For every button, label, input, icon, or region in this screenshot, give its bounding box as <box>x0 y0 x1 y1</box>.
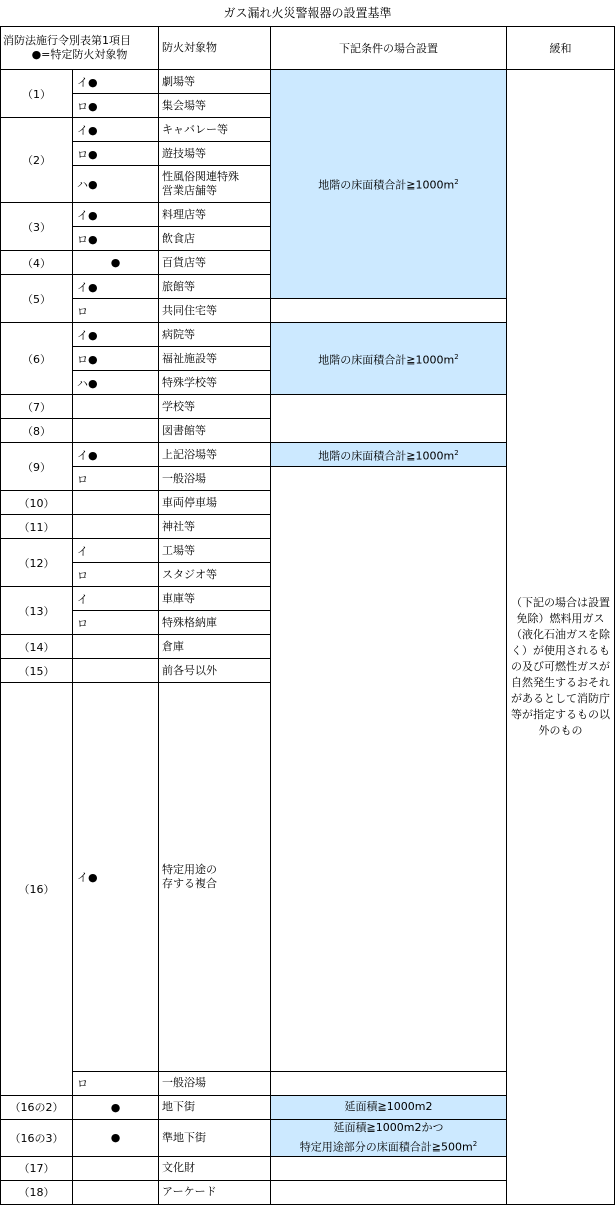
row-object: アーケード <box>159 1180 271 1204</box>
row-object: 特殊格納庫 <box>159 611 271 635</box>
condition-empty <box>271 395 507 443</box>
row-object: 性風俗関連特殊 営業店舗等 <box>159 166 271 203</box>
row-sub: ハ● <box>73 371 159 395</box>
row-sub <box>73 1180 159 1204</box>
row-sub: イ● <box>73 443 159 467</box>
condition-basement-6: 地階の床面積合計$≧1000m^2$ <box>271 323 507 395</box>
row-number: （12） <box>1 539 73 587</box>
row-sub: イ● <box>73 323 159 347</box>
relief-text: （下記の場合は設置免除）燃料用ガス（液化石油ガスを除く）が使用されるもの及び可燃性ガスが自然発生するおそれがあるとして消防庁等が指定するもの以外のもの <box>511 595 610 737</box>
row-number: （6） <box>1 323 73 395</box>
condition-basement-1: 地階の床面積合計$≧1000m^2$ <box>271 70 507 299</box>
row-sub: ロ● <box>73 94 159 118</box>
header-category-line1: 消防法施行令別表第1項目 <box>3 34 131 47</box>
row-number: （3） <box>1 203 73 251</box>
condition-empty <box>271 1156 507 1180</box>
row-object: 車庫等 <box>159 587 271 611</box>
row-object: 共同住宅等 <box>159 299 271 323</box>
header-category <box>1 27 159 70</box>
row-number: （7） <box>1 395 73 419</box>
row-number: （9） <box>1 443 73 491</box>
header-relief: 緩和 <box>507 27 615 70</box>
row-number: （18） <box>1 1180 73 1204</box>
row-sub <box>73 419 159 443</box>
row-object: 集会場等 <box>159 94 271 118</box>
row-number: （16） <box>1 683 73 1096</box>
header-row <box>1 27 615 70</box>
row-object: 病院等 <box>159 323 271 347</box>
row-object: 特殊学校等 <box>159 371 271 395</box>
row-object: 準地下街 <box>159 1119 271 1156</box>
row-object: 地下街 <box>159 1095 271 1119</box>
row-object: 百貨店等 <box>159 251 271 275</box>
row-sub <box>73 515 159 539</box>
row-number: （1） <box>1 70 73 118</box>
row-sub: ロ <box>73 299 159 323</box>
row-sub: ロ● <box>73 347 159 371</box>
row-number: （16の3） <box>1 1119 73 1156</box>
row-object: 一般浴場 <box>159 1071 271 1095</box>
row-number: （2） <box>1 118 73 203</box>
condition-quasi-underground: 延面積≧1000m2かつ 特定用途部分の床面積合計$≧500m^2$ <box>271 1119 507 1156</box>
row-number: （13） <box>1 587 73 635</box>
row-object: 福祉施設等 <box>159 347 271 371</box>
row-sub: イ <box>73 587 159 611</box>
row-sub: イ● <box>73 118 159 142</box>
row-sub: ロ <box>73 1071 159 1095</box>
regulation-table <box>0 26 615 1205</box>
condition-empty <box>271 299 507 323</box>
row-object: 遊技場等 <box>159 142 271 166</box>
condition-empty <box>271 1071 507 1095</box>
row-sub <box>73 659 159 683</box>
row-object: 劇場等 <box>159 70 271 94</box>
table-row <box>1 70 615 94</box>
row-number: （4） <box>1 251 73 275</box>
row-sub: ロ <box>73 563 159 587</box>
header-object: 防火対象物 <box>159 27 271 70</box>
row-sub <box>73 1156 159 1180</box>
row-number: （16の2） <box>1 1095 73 1119</box>
row-sub: ロ <box>73 467 159 491</box>
row-object: 飲食店 <box>159 227 271 251</box>
condition-underground-mall: 延面積≧1000m2 <box>271 1095 507 1119</box>
header-category-line2: ●=特定防火対象物 <box>31 48 128 61</box>
row-sub <box>73 491 159 515</box>
row-object: 倉庫 <box>159 635 271 659</box>
row-object: キャバレー等 <box>159 118 271 142</box>
row-object: 特定用途の 存する複合 <box>159 683 271 1072</box>
row-object: 前各号以外 <box>159 659 271 683</box>
row-number: （10） <box>1 491 73 515</box>
row-object: 図書館等 <box>159 419 271 443</box>
row-number: （11） <box>1 515 73 539</box>
row-number: （15） <box>1 659 73 683</box>
page-title: ガス漏れ火災警報器の設置基準 <box>223 6 392 20</box>
row-sub: ハ● <box>73 166 159 203</box>
row-sub: ロ● <box>73 142 159 166</box>
row-object: 車両停車場 <box>159 491 271 515</box>
row-sub: ロ <box>73 611 159 635</box>
row-number: （5） <box>1 275 73 323</box>
row-sub: イ <box>73 539 159 563</box>
row-object: 文化財 <box>159 1156 271 1180</box>
condition-empty <box>271 1180 507 1204</box>
row-sub: イ● <box>73 70 159 94</box>
row-sub <box>73 635 159 659</box>
row-number: （8） <box>1 419 73 443</box>
row-object: 工場等 <box>159 539 271 563</box>
header-condition: 下記条件の場合設置 <box>271 27 507 70</box>
row-number: （14） <box>1 635 73 659</box>
row-sub: ● <box>73 251 159 275</box>
row-number: （17） <box>1 1156 73 1180</box>
row-sub: イ● <box>73 683 159 1072</box>
row-object: 神社等 <box>159 515 271 539</box>
relief-cell <box>507 70 615 1205</box>
row-sub: ● <box>73 1095 159 1119</box>
condition-basement-9: 地階の床面積合計$≧1000m^2$ <box>271 443 507 467</box>
row-object: スタジオ等 <box>159 563 271 587</box>
row-object: 学校等 <box>159 395 271 419</box>
row-object: 旅館等 <box>159 275 271 299</box>
row-object: 上記浴場等 <box>159 443 271 467</box>
row-object: 一般浴場 <box>159 467 271 491</box>
condition-empty <box>271 467 507 1072</box>
row-sub: ロ● <box>73 227 159 251</box>
row-sub: イ● <box>73 203 159 227</box>
row-sub: イ● <box>73 275 159 299</box>
row-sub <box>73 395 159 419</box>
row-object: 料理店等 <box>159 203 271 227</box>
row-sub: ● <box>73 1119 159 1156</box>
